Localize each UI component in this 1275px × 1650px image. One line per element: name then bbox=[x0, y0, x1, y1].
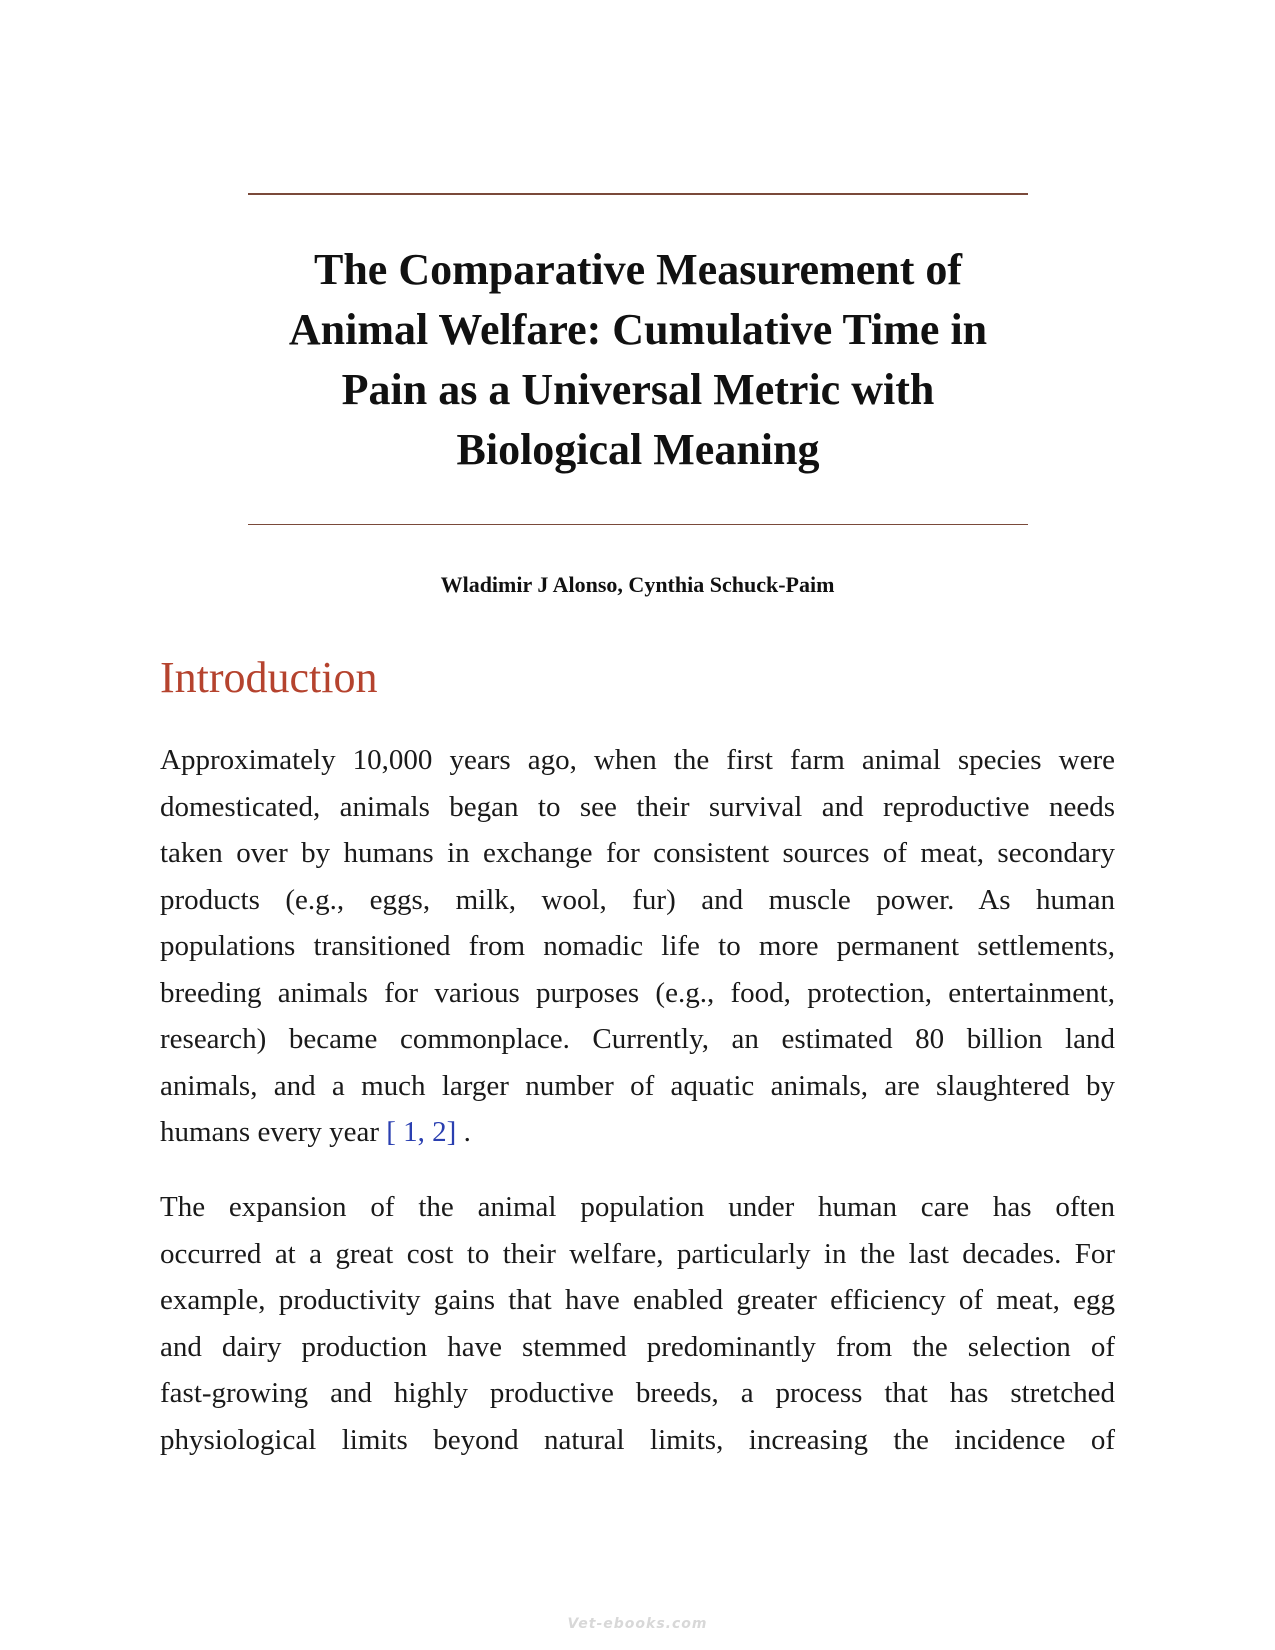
paper-title bbox=[248, 240, 1028, 480]
title-top-rule bbox=[248, 193, 1028, 195]
text-line: domesticated, animals began to see their survival and reproductive needs bbox=[160, 790, 1115, 823]
title-line: Biological Meaning bbox=[456, 425, 820, 474]
watermark-logo: Vet-ebooks.com bbox=[567, 1616, 708, 1632]
text-line: research) became commonplace. Currently, an estimated 80 billion land bbox=[160, 1023, 1115, 1055]
text-fragment: . bbox=[456, 1116, 471, 1148]
body-paragraph bbox=[160, 1184, 1115, 1463]
text-line: breeding animals for various purposes (e.g., food, protection, entertainment, bbox=[160, 976, 1115, 1009]
title-line: Animal Welfare: Cumulative Time in bbox=[288, 305, 988, 354]
title-line: The Comparative Measurement of bbox=[313, 245, 963, 294]
title-line: Pain as a Universal Metric with bbox=[341, 365, 935, 414]
text-fragment: humans every year bbox=[160, 1116, 387, 1148]
author-list: Wladimir J Alonso, Cynthia Schuck-Paim bbox=[440, 572, 835, 597]
text-line: products (e.g., eggs, milk, wool, fur) and muscle power. As human bbox=[160, 883, 1115, 916]
text-line: occurred at a great cost to their welfare, particularly in the last decades. For bbox=[160, 1237, 1115, 1270]
text-line: Approximately 10,000 years ago, when the first farm animal species were bbox=[160, 744, 1115, 776]
text-line: and dairy production have stemmed predominantly from the selection of bbox=[160, 1330, 1115, 1363]
title-bottom-rule bbox=[248, 524, 1028, 525]
text-line: fast-growing and highly productive breeds, a process that has stretched bbox=[160, 1377, 1115, 1409]
citation-link[interactable]: [ 1, 2] bbox=[386, 1116, 457, 1148]
section-heading-introduction: Introduction bbox=[160, 653, 378, 702]
text-line: The expansion of the animal population under human care has often bbox=[160, 1191, 1115, 1223]
text-line: taken over by humans in exchange for consistent sources of meat, secondary bbox=[160, 837, 1115, 869]
text-line: animals, and a much larger number of aquatic animals, are slaughtered by bbox=[160, 1069, 1115, 1102]
text-line bbox=[160, 1109, 1115, 1156]
text-line: populations transitioned from nomadic life to more permanent settlements, bbox=[160, 930, 1115, 962]
body-paragraph bbox=[160, 737, 1115, 1156]
text-line: physiological limits beyond natural limits, increasing the incidence of bbox=[160, 1423, 1115, 1456]
text-line: example, productivity gains that have enabled greater efficiency of meat, egg bbox=[160, 1284, 1115, 1316]
